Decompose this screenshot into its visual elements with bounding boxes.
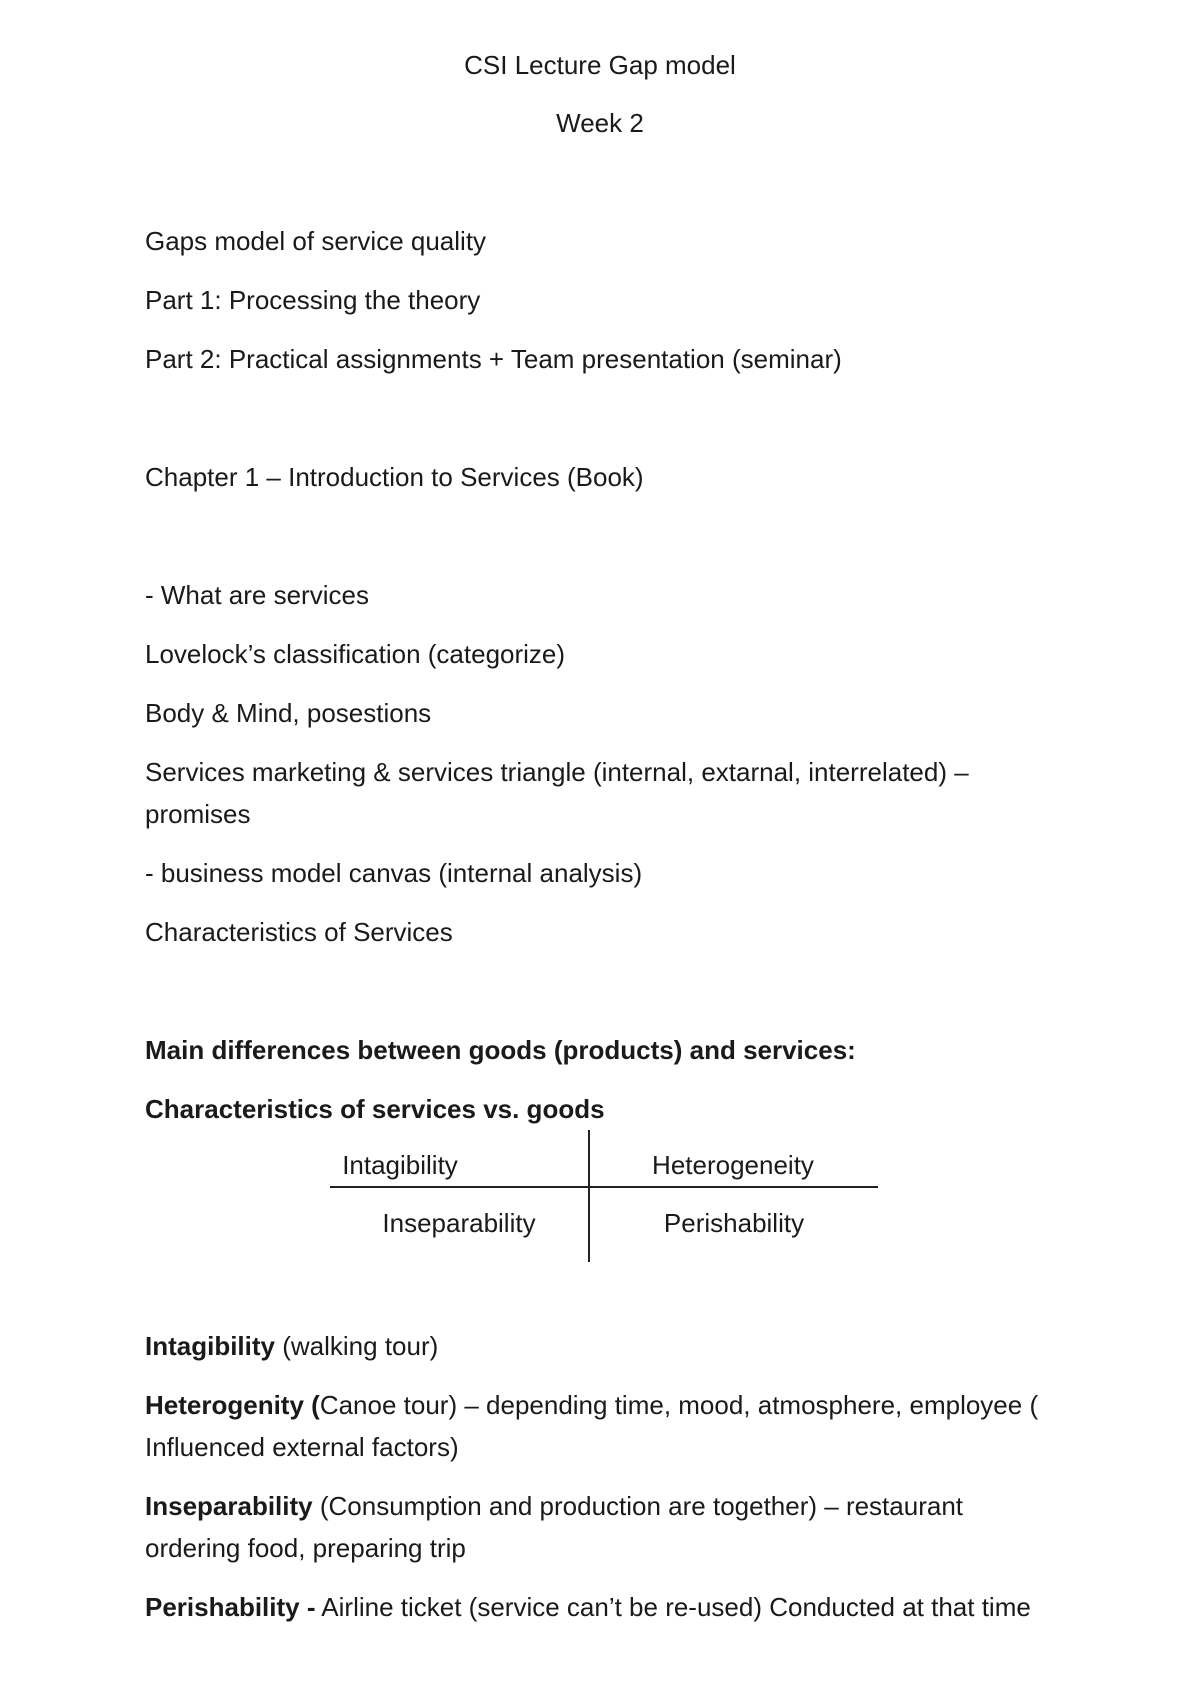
quadrant-horizontal-divider xyxy=(330,1186,878,1188)
differences-subheading: Characteristics of services vs. goods xyxy=(145,1094,605,1124)
document-title: CSI Lecture Gap model xyxy=(464,50,736,80)
topic-item-5: - business model canvas (internal analysis) xyxy=(145,858,643,888)
topic-item-3: Body & Mind, posestions xyxy=(145,698,432,728)
differences-heading: Main differences between goods (products) and services: xyxy=(145,1035,856,1065)
topic-item-1: - What are services xyxy=(145,580,369,610)
topic-item-4: Services marketing & services triangle (internal, extarnal, interrelated) – promises xyxy=(145,757,969,829)
topic-item-2: Lovelock’s classification (categorize) xyxy=(145,639,566,669)
detail-heterogenity-term: Heterogenity ( xyxy=(145,1390,320,1420)
detail-heterogenity-text: Canoe tour) – depending time, mood, atmosphere, employee ( Influenced external factors) xyxy=(145,1390,1039,1462)
detail-inseparability-text: (Consumption and production are together) – restaurant ordering food, preparing trip xyxy=(145,1491,964,1563)
intro-line-2: Part 1: Processing the theory xyxy=(145,285,481,315)
detail-perishability xyxy=(145,1586,1045,1628)
detail-inseparability-term: Inseparability xyxy=(145,1491,313,1521)
characteristics-quadrant xyxy=(330,1130,878,1262)
detail-perishability-text: Airline ticket (service can’t be re-used) Conducted at that time xyxy=(315,1592,1031,1622)
chapter-title: Chapter 1 – Introduction to Services (Book) xyxy=(145,462,644,492)
week-label: Week 2 xyxy=(556,108,644,138)
quadrant-top-right: Heterogeneity xyxy=(652,1150,814,1180)
quadrant-bottom-right: Perishability xyxy=(663,1208,805,1238)
detail-intangibility xyxy=(145,1325,1045,1367)
detail-intangibility-term: Intagibility xyxy=(145,1331,275,1361)
quadrant-bottom-left: Inseparability xyxy=(382,1208,536,1238)
detail-intangibility-text: (walking tour) xyxy=(275,1331,439,1361)
intro-line-3: Part 2: Practical assignments + Team presentation (seminar) xyxy=(145,344,842,374)
intro-line-1: Gaps model of service quality xyxy=(145,226,487,256)
quadrant-top-left: Intagibility xyxy=(342,1150,458,1180)
detail-inseparability xyxy=(145,1485,1045,1569)
detail-heterogenity xyxy=(145,1384,1045,1468)
detail-perishability-term: Perishability - xyxy=(145,1592,316,1622)
topic-item-6: Characteristics of Services xyxy=(145,917,453,947)
